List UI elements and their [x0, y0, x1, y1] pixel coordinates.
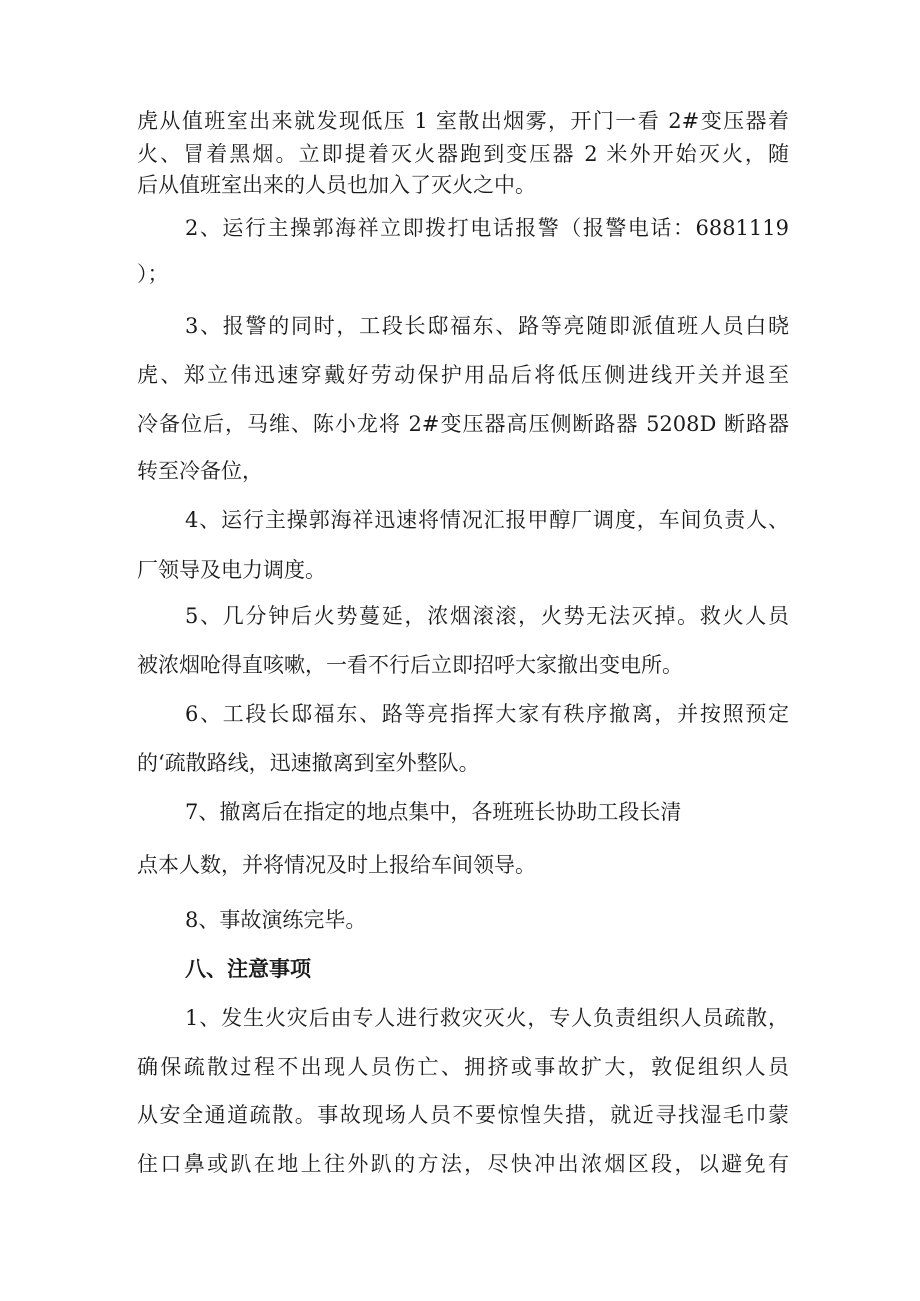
item-2-line: ）；: [137, 262, 169, 286]
section-heading: 八、注意事项: [185, 957, 311, 981]
item-3-line: 虎、郑立伟迅速穿戴好劳动保护用品后将低压侧进线开关并退至: [137, 363, 789, 387]
text-line-continuation: 火、冒着黑烟。立即提着灭火器跑到变压器 2 米外开始灭火，随: [137, 142, 789, 166]
note-1-line: 住口鼻或趴在地上往外趴的方法，尽快冲出浓烟区段，以避免有: [137, 1152, 789, 1176]
text-line-continuation: 后从值班室出来的人员也加入了灭火之中。: [137, 173, 536, 197]
item-5-line: 被浓烟呛得直咳嗽，一看不行后立即招呼大家撤出变电所。: [137, 653, 683, 677]
item-7-line: 点本人数，并将情况及时上报给车间领导。: [137, 853, 536, 877]
item-2-line: 2、运行主操郭海祥立即拨打电话报警（报警电话：6881119: [185, 216, 789, 240]
text-line-continuation: 虎从值班室出来就发现低压 1 室散出烟雾，开门一看 2#变压器着: [137, 109, 789, 133]
item-4-line: 4、运行主操郭海祥迅速将情况汇报甲醇厂调度，车间负责人、: [185, 508, 789, 532]
item-3-line: 冷备位后，马维、陈小龙将 2#变压器高压侧断路器 5208D 断路器: [137, 412, 789, 436]
item-6-line: 6、工段长邸福东、路等亮指挥大家有秩序撤离，并按照预定: [185, 702, 789, 726]
item-7-line: 7、撤离后在指定的地点集中，各班班长协助工段长清: [185, 800, 682, 824]
note-1-line: 1、发生火灾后由专人进行救灾灭火，专人负责组织人员疏散，: [185, 1006, 789, 1030]
item-8-line: 8、事故演练完毕。: [185, 908, 367, 932]
note-1-line: 从安全通道疏散。事故现场人员不要惊惶失措，就近寻找湿毛巾蒙: [137, 1103, 789, 1127]
item-3-line: 3、报警的同时，工段长邸福东、路等亮随即派值班人员白晓: [185, 314, 789, 338]
note-1-line: 确保疏散过程不出现人员伤亡、拥挤或事故扩大，敦促组织人员: [137, 1055, 789, 1079]
item-6-line: 的‘疏散路线，迅速撤离到室外整队。: [137, 751, 480, 775]
item-5-line: 5、几分钟后火势蔓延，浓烟滚滚，火势无法灭掉。救火人员: [185, 604, 789, 628]
item-3-line: 转至冷备位，: [137, 459, 263, 483]
item-4-line: 厂领导及电力调度。: [137, 558, 326, 582]
